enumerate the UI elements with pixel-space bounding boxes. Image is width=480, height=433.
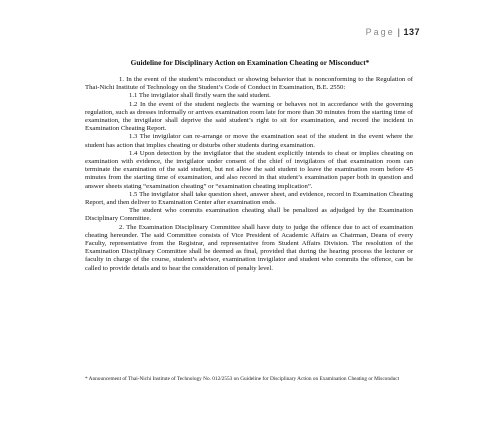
paragraph-1-3: 1.3 The invigilator can re-arrange or move the examination seat of the student in the event where the student has action that implies cheating or disturbs other students during examination. — [85, 133, 413, 149]
footnote: * Announcement of Thai-Nichi Institute of Technology No. 012/2553 on Guideline for Disciplinary Action on Examination Cheating or Misconduct — [85, 376, 400, 382]
paragraph-penalty: The student who commits examination cheating shall be penalized as adjudged by the Examination Disciplinary Committee. — [85, 207, 413, 223]
page-number: 137 — [403, 27, 420, 37]
paragraph-1-2: 1.2 In the event of the student neglects the warning or behaves not in accordance with the governing regulation, such as dresses informally or arrives examination room late for more than 30 minutes from the starting time of examination, the invigilator shall deprive the said student’s right to sit for examination, and record the incident in Examination Cheating Report. — [85, 100, 413, 133]
document-body — [85, 76, 413, 273]
paragraph-1: 1. In the event of the student’s misconduct or showing behavior that is nonconforming to the Regulation of Thai-Nichi Institute of Technology on the Student’s Code of Conduct in Examination, B.E. 2550: — [85, 76, 413, 92]
document-title: Guideline for Disciplinary Action on Examination Cheating or Misconduct* — [130, 58, 370, 67]
page-separator: | — [397, 27, 401, 37]
page-number-header — [366, 27, 420, 37]
paragraph-1-5: 1.5 The invigilator shall take question sheet, answer sheet, and evidence, record in Examination Cheating Report, and then deliver to Examination Center after examination ends. — [85, 190, 413, 207]
paragraph-1-4: 1.4 Upon detection by the invigilator that the student explicitly intends to cheat or implies cheating on examination with evidence, the invigilator under consent of the chief of invigilators of that examination room can terminate the examination of the said student, but not allow the said student to leave the examination room before 45 minutes from the starting time of examination, and also record in that student’s examination paper both in question and answer sheets stating “examination cheating” or “examination cheating implication”. — [85, 149, 413, 190]
page-label: Page — [365, 27, 395, 37]
paragraph-2: 2. The Examination Disciplinary Committee shall have duty to judge the offence due to act of examination cheating hereunder. The said Committee consists of Vice President of Academic Affairs as Chairman, Deans of every Faculty, representative from the Registrar, and representative from Student Affairs Division. The resolution of the Examination Disciplinary Committee shall be deemed as final, provided that during the hearing process the lecturer or faculty in charge of the course, student’s advisor, examination invigilator and student who commits the offence, can be called to provide details and to hear the consideration of penalty level. — [85, 223, 413, 272]
paragraph-1-1: 1.1 The invigilator shall firstly warn the said student. — [129, 92, 271, 100]
